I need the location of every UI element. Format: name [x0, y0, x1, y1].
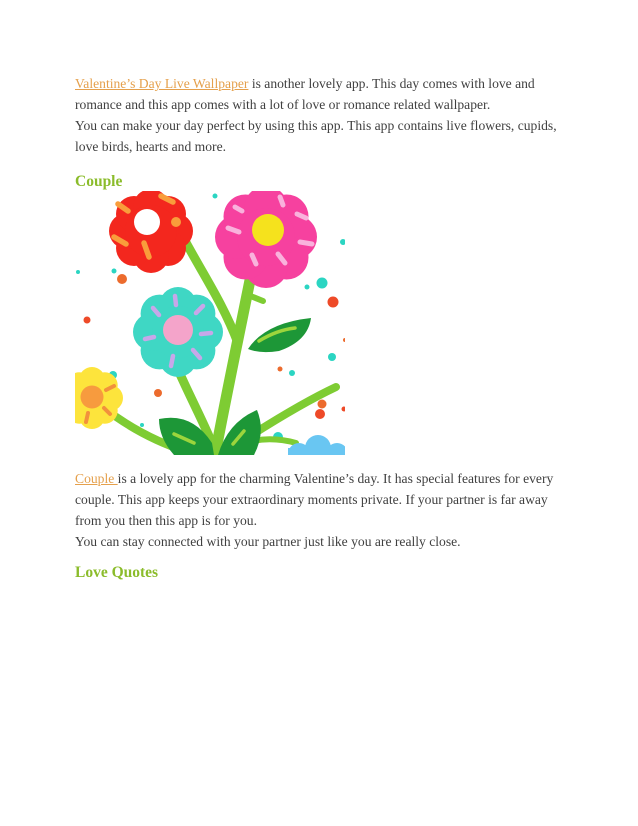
couple-line2: You can stay connected with your partner just like you are really close.: [75, 534, 461, 549]
blue-cloud: [288, 435, 345, 455]
intro-paragraph: [75, 73, 577, 157]
couple-link[interactable]: Couple: [75, 471, 118, 486]
couple-text: is a lovely app for the charming Valentine’s day. It has special features for every couple. This app keeps your extraordinary moments private. If your partner is far away from you then this app is for you.: [75, 471, 554, 528]
pink-flower: [215, 191, 317, 288]
couple-paragraph: [75, 468, 577, 552]
intro-line2: You can make your day perfect by using this app. This app contains live flowers, cupids, love birds, hearts and more.: [75, 118, 557, 154]
flowers-illustration: [75, 191, 345, 455]
teal-flower: [133, 287, 223, 377]
valentines-day-live-wallpaper-link[interactable]: Valentine’s Day Live Wallpaper: [75, 76, 249, 91]
love-quotes-heading: Love Quotes: [75, 564, 159, 581]
intro-text: is another lovely app. This day comes with love and romance and this app comes with a lot of love or romance related wallpaper.: [75, 76, 535, 112]
red-flower: [109, 191, 193, 273]
flowers-image: [75, 191, 345, 455]
couple-heading: Couple: [75, 173, 123, 190]
